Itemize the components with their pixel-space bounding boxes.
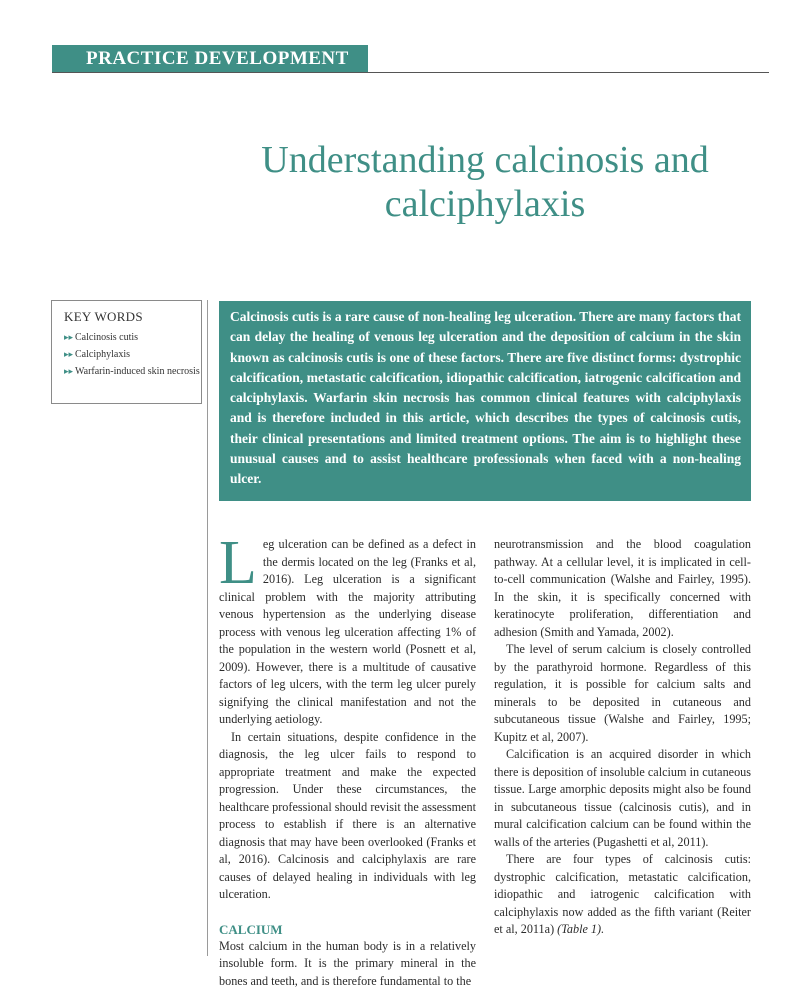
- article-title: [220, 138, 750, 226]
- keyword-label: Calciphylaxis: [75, 346, 130, 363]
- keywords-heading: KEY WORDS: [64, 309, 201, 325]
- abstract-box: Calcinosis cutis is a rare cause of non-healing leg ulceration. There are many factors that can delay the healing of venous leg ulceration and the deposition of calcium in the skin known as calcinosis cutis is one of these factors. There are five distinct forms: dystrophic calcification, metastatic calcification, idiopathic calcification, iatrogenic calcification and calciphylaxis. Warfarin skin necrosis has common clinical features with calciphylaxis and is therefore included in this article, which describes the types of calcinosis cutis, their clinical presentations and limited treatment options. The aim is to highlight these unusual causes and to assist healthcare professionals when faced with a non-healing ulcer.: [219, 301, 751, 501]
- drop-cap: L: [219, 538, 257, 588]
- title-line-1: Understanding calcinosis and: [261, 139, 708, 181]
- paragraph-text: There are four types of calcinosis cutis: dystrophic calcification, metastatic calcification, idiopathic and iatrogenic calcification with calciphylaxis now added as the fifth variant (Reiter et al, 2011a): [494, 852, 751, 936]
- body-paragraph: [219, 536, 476, 729]
- keyword-item: [64, 329, 201, 346]
- keyword-label: Calcinosis cutis: [75, 329, 138, 346]
- body-column-left: [219, 536, 476, 990]
- section-header-tab: PRACTICE DEVELOPMENT: [52, 45, 368, 73]
- body-column-right: [494, 536, 751, 939]
- body-paragraph: Most calcium in the human body is in a relatively insoluble form. It is the primary mineral in the bones and teeth, and is therefore fundamental to the: [219, 938, 476, 990]
- section-heading-calcium: CALCIUM: [219, 921, 476, 938]
- body-paragraph: In certain situations, despite confidence in the diagnosis, the leg ulcer fails to respond to appropriate treatment and make the expected progression. Under these circumstances, the healthcare professional should revisit the assessment process to establish if there is an alternative diagnosis that may have been overlooked (Franks et al, 2016). Calcinosis and calciphylaxis are rare causes of delayed healing in individuals with leg ulceration.: [219, 729, 476, 904]
- body-paragraph: neurotransmission and the blood coagulation pathway. At a cellular level, it is implicated in cell-to-cell communication (Walshe and Fairley, 1995). In the skin, it is specifically concerned with keratinocyte proliferation, differentiation and adhesion (Smith and Yamada, 2002).: [494, 536, 751, 641]
- body-paragraph: Calcification is an acquired disorder in which there is deposition of insoluble calcium in cutaneous tissue. Large amorphic deposits might also be found in subcutaneous tissue (calcinosis cutis), and in mural calcification calcium can be found within the walls of the arteries (Pugashetti et al, 2011).: [494, 746, 751, 851]
- body-paragraph: The level of serum calcium is closely controlled by the parathyroid hormone. Regardless of this regulation, it is possible for calcium salts and minerals to be deposited in cutaneous and subcutaneous tissue (Walshe and Fairley, 1995; Kupitz et al, 2007).: [494, 641, 751, 746]
- table-reference-link[interactable]: (Table 1).: [557, 922, 604, 936]
- double-chevron-icon: ▸▸: [64, 363, 75, 380]
- keyword-item: [64, 346, 201, 363]
- header-rule: [52, 72, 769, 73]
- double-chevron-icon: ▸▸: [64, 346, 75, 363]
- title-line-2: calciphylaxis: [385, 183, 585, 225]
- keywords-box: [51, 300, 202, 404]
- column-divider: [207, 300, 208, 956]
- double-chevron-icon: ▸▸: [64, 329, 75, 346]
- keyword-label: Warfarin-induced skin necrosis: [75, 363, 200, 380]
- keyword-item: [64, 363, 201, 380]
- paragraph-text: eg ulceration can be defined as a defect in the dermis located on the leg (Franks et al, 2016). Leg ulceration is a significant clinical problem with the majority attributing venous hypertension as the underlying disease process with venous leg ulceration affecting 1% of the population in the western world (Posnett et al, 2009). However, there is a multitude of causative factors of leg ulcers, with the term leg ulcer purely signifying the clinical manifestation and not the underlying aetiology.: [219, 537, 476, 726]
- body-paragraph: [494, 851, 751, 939]
